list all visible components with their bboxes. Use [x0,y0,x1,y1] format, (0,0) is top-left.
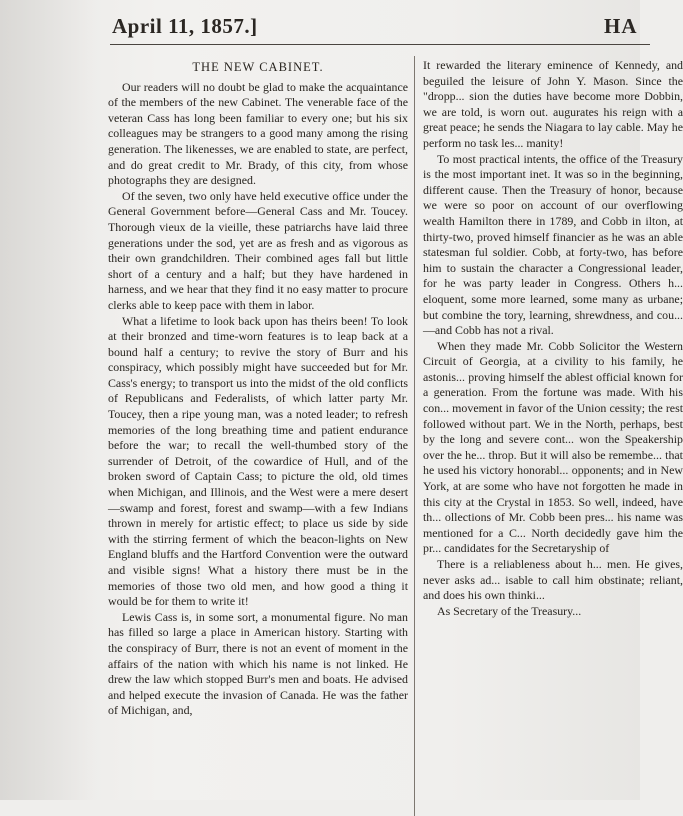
paragraph: It rewarded the literary eminence of Kennedy, and beguiled the leisure of John Y. Mason. Since the "dropp... sion the duties have become more Dobbin, we are told, is worn out. augurates his reign with a great peace; he sends the Niagara to lay cable. May he perform no task les... manity! [423,58,683,150]
column-divider [414,56,415,816]
masthead-fragment: HA [604,14,638,38]
paragraph: Of the seven, two only have held executive office under the General Government before—General Cass and Mr. Toucey. Thorough vieux de la vieille, these patriarchs have laid three generations under the sod, yet are as fresh and as vigorous as their own grandchildren. Their combined ages fall but little short of a century and a half; but they have hardened in harness, and we hear that they find it no easy matter to procure clerks able to keep pace with them in labor. [108,188,408,312]
paragraph: To most practical intents, the office of the Treasury is the most important inet. It was so in the beginning, different cause. Then the Treasury of honor, because we were so poor on account of our overflowing wealth Hamilton there in 1789, and Cobb in ilton, at thirty-two, proved himself financier as he was an able statesman ful soldier. Cobb, at forty-two, has before him to sustain the character a Congressional leader, for he was party leader in Congress. Others h... eloquent, some more learned, some many as urbane; but combine the tory, learning, shrewdness, and cou... —and Cobb has not a rival. [423,151,683,338]
paragraph: What a lifetime to look back upon has theirs been! To look at their bronzed and time-worn features is to leap back at a bound half a century; to revive the story of Burr and his conspiracy, which possibly might have succeeded but for Mr. Cass's energy; to transport us into the midst of the old conflicts of Republicans and Federalists, of which latter party Mr. Toucey, then a ripe young man, was a noted leader; to refresh memories of the long breathing time and patient endurance before the war; to recall the well-thumbed story of the surrender of Detroit, of the cowardice of Hull, and of the broken sword of Captain Cass; to picture the old, old times when Michigan, and Illinois, and the West were a mere desert—swamp and forest, forest and swamp—with a few Indians thrown in merely for artistic effect; to place us side by side with the stirring ferment of which the beacon-lights on New England bluffs and the Hartford Convention were the outward and visible signs! What a history there must be in the memories of those two old men, and how good a thing it would be for them to write it! [108,313,408,609]
paragraph: Our readers will no doubt be glad to make the acquaintance of the members of the new Cabinet. The venerable face of the veteran Cass has long been familiar to every one; but his six colleagues may be strangers to a good many among the rising generation. The likenesses, we are enabled to state, are perfect, and do great credit to Mr. Brady, of this city, from whose photographs they are designed. [108,79,408,188]
paragraph: Lewis Cass is, in some sort, a monumental figure. No man has filled so large a place in American history. Starting with the conspiracy of Burr, there is not an event of moment in the affairs of the nation with which his name is not linked. He drew the law which stopped Burr's men and boats. He advised and helped execute the invasion of Canada. He was the father of Michigan, and, [108,609,408,718]
header-date: April 11, 1857.] [112,14,258,38]
paragraph: There is a reliableness about h... men. He gives, never asks ad... isable to call him obstinate; reliant, and does his own thinki... [423,557,683,603]
article-title: THE NEW CABINET. [192,60,324,74]
right-column [423,58,683,619]
paragraph: As Secretary of the Treasury... [437,603,582,618]
header-rule [110,44,650,45]
page-edge-shadow [0,0,95,800]
left-column [108,58,408,719]
paragraph: When they made Mr. Cobb Solicitor the Western Circuit of Georgia, at a civility to his family, he astonis... proving himself the ablest official known for a generation. From the fortune was made. With his con... movement in favor of the Union cessity; the rest followed without part. We in the North, perhaps, best by the long and severe cont... won the Speakership over the he... throp. But it will also be remembe... that he used his victory honorabl... opponents; and in New York, at are some who have not forgotten he made in this city at the Crystal in 1853. So well, indeed, have th... ollections of Mr. Cobb been pres... his name was mentioned for a C... North decidedly gave him the pr... candidates for the Secretaryship of [423,338,683,556]
